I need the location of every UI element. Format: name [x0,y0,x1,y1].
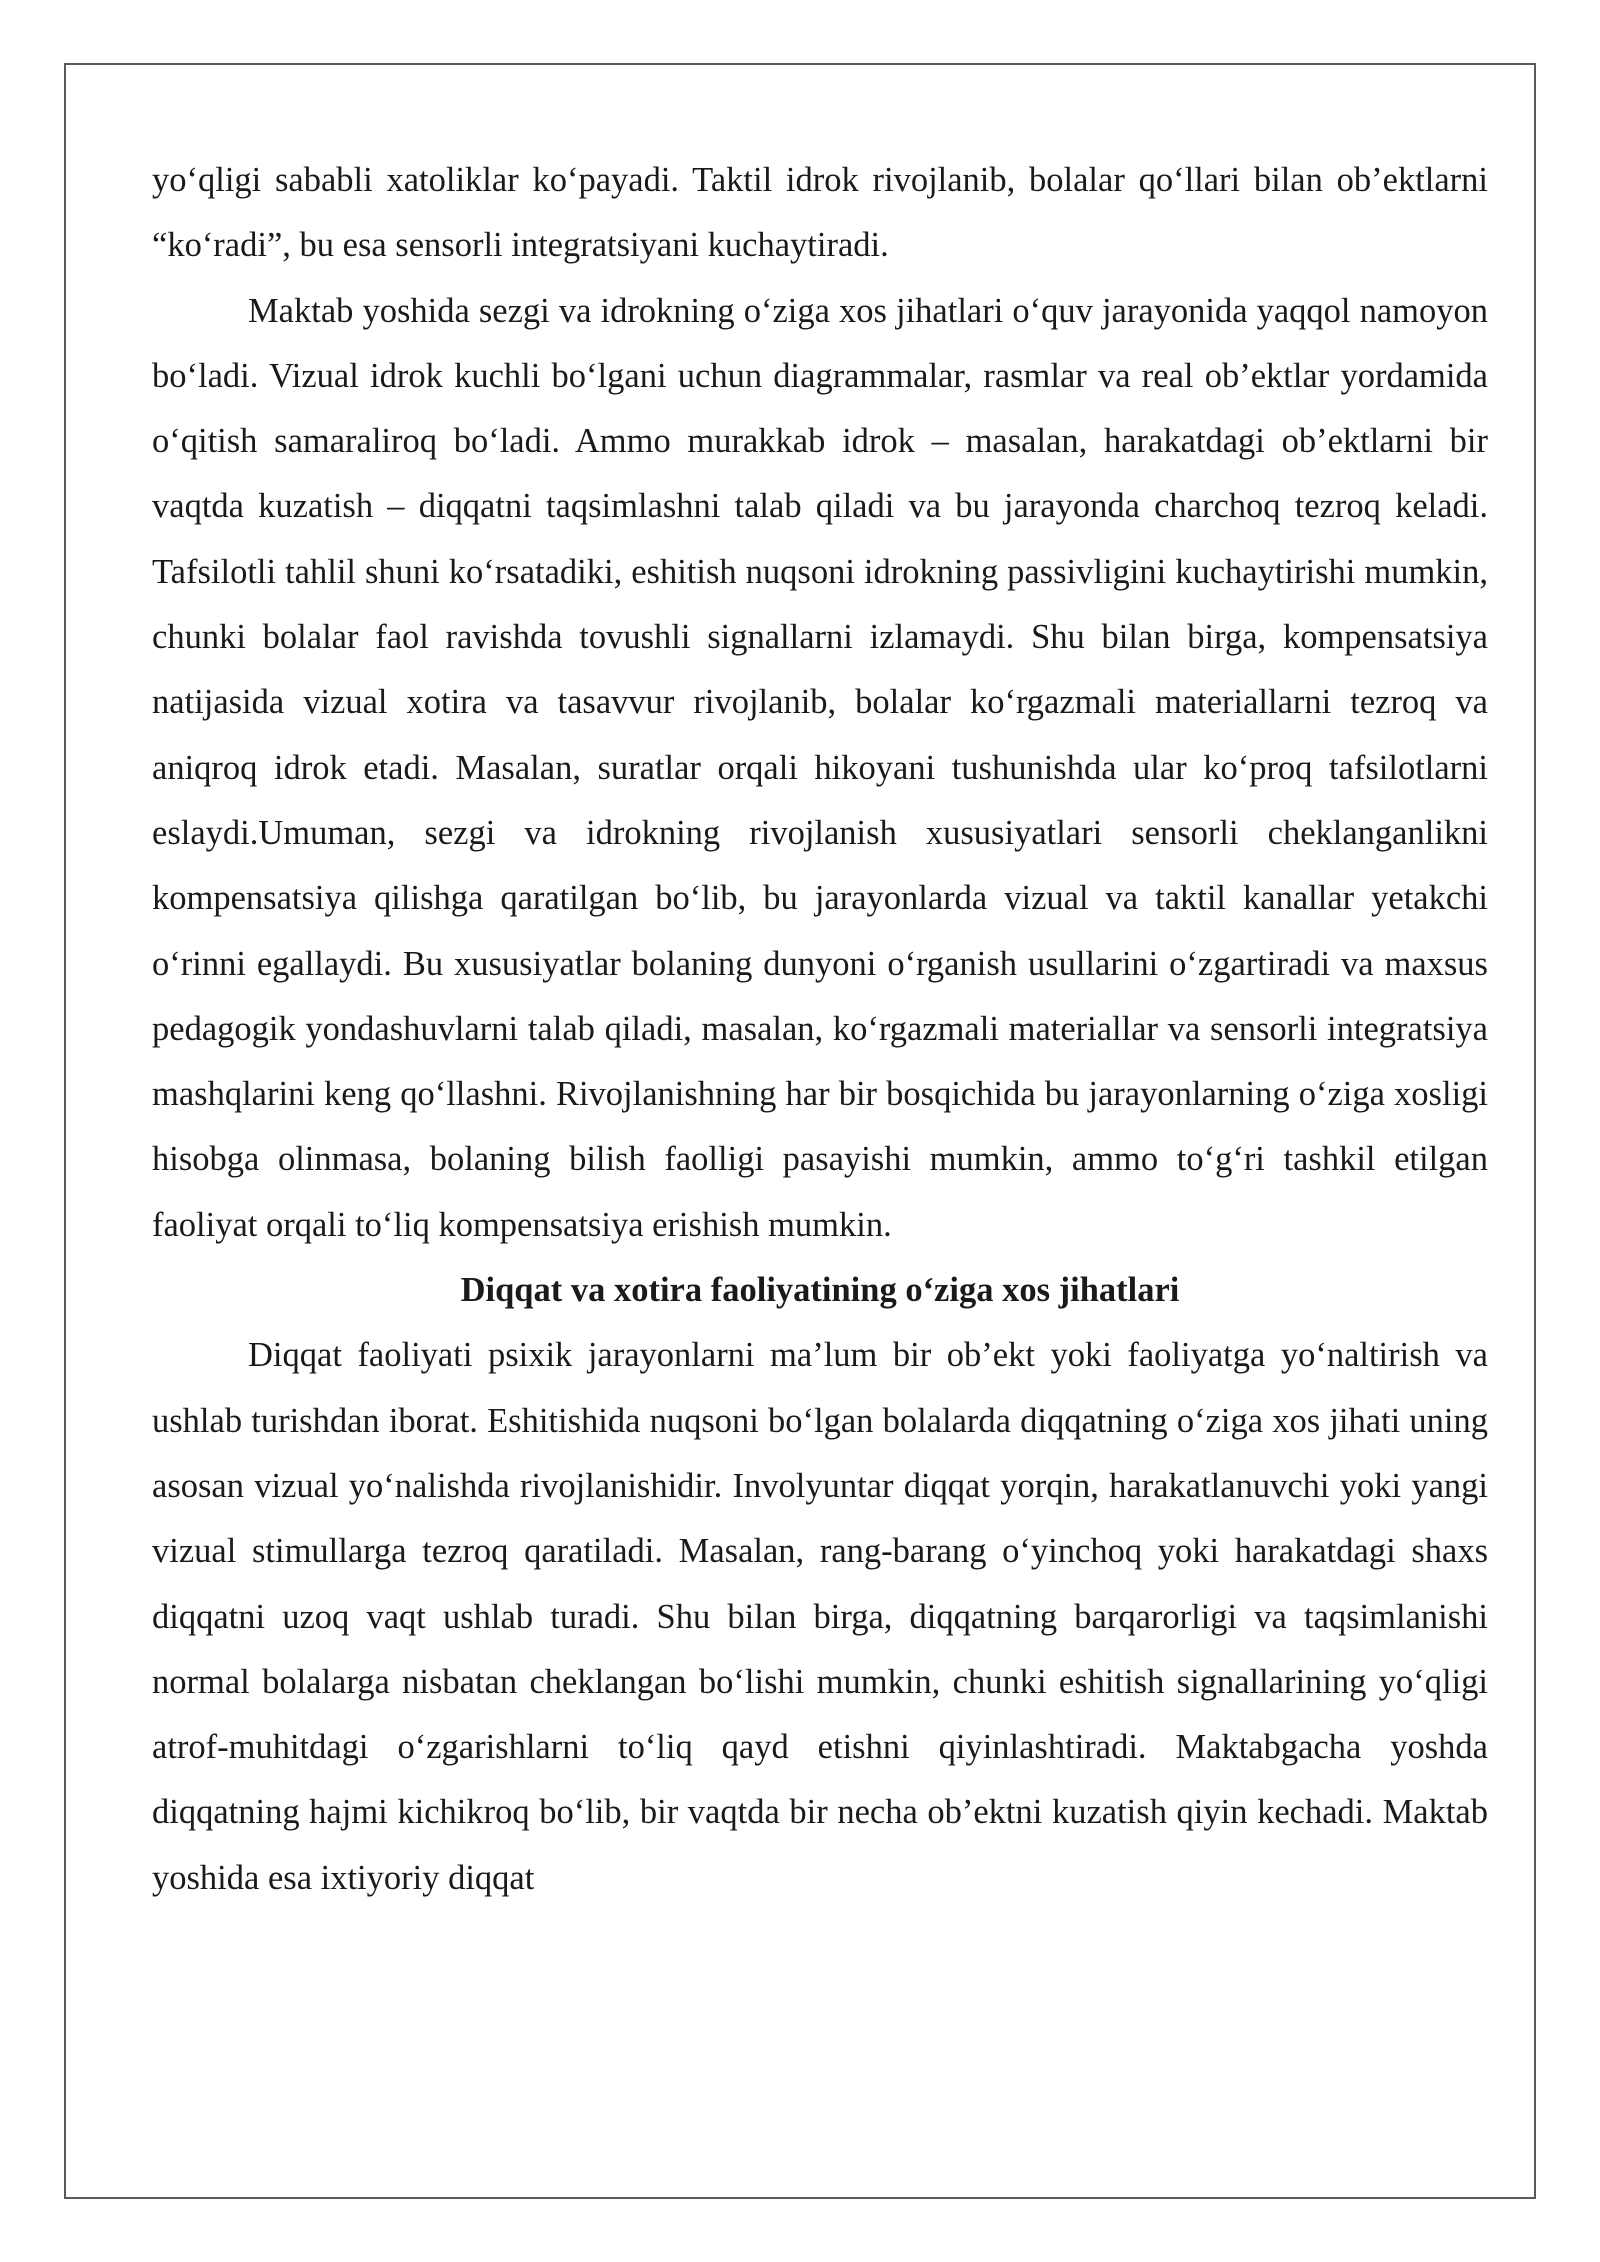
paragraph-perception-school-age: Maktab yoshida sezgi va idrokning o‘ziga xos jihatlari o‘quv jarayonida yaqqol namoyon bo‘ladi. Vizual idrok kuchli bo‘lgani uchun diagrammalar, rasmlar va real ob’ektlar yordamida o‘qitish samaraliroq bo‘ladi. Ammo murakkab idrok – masalan, harakatdagi ob’ektlarni bir vaqtda kuzatish – diqqatni taqsimlashni talab qiladi va bu jarayonda charchoq tezroq keladi. Tafsilotli tahlil shuni ko‘rsatadiki, eshitish nuqsoni idrokning passivligini kuchaytirishi mumkin, chunki bolalar faol ravishda tovushli signallarni izlamaydi. Shu bilan birga, kompensatsiya natijasida vizual xotira va tasavvur rivojlanib, bolalar ko‘rgazmali materiallarni tezroq va aniqroq idrok etadi. Masalan, suratlar orqali hikoyani tushunishda ular ko‘proq tafsilotlarni eslaydi.Umuman, sezgi va idrokning rivojlanish xususiyatlari sensorli cheklanganlikni kompensatsiya qilishga qaratilgan bo‘lib, bu jarayonlarda vizual va taktil kanallar yetakchi o‘rinni egallaydi. Bu xususiyatlar bolaning dunyoni o‘rganish usullarini o‘zgartiradi va maxsus pedagogik yondashuvlarni talab qiladi, masalan, ko‘rgazmali materiallar va sensorli integratsiya mashqlarini keng qo‘llashni. Rivojlanishning har bir bosqichida bu jarayonlarning o‘ziga xosligi hisobga olinmasa, bolaning bilish faolligi pasayishi mumkin, ammo to‘g‘ri tashkil etilgan faoliyat orqali to‘liq kompensatsiya erishish mumkin. [152,291,1488,1244]
section-heading: Diqqat va xotira faoliyatining o‘ziga xos jihatlari [460,1271,1180,1310]
paragraph-attention: Diqqat faoliyati psixik jarayonlarni ma’lum bir ob’ekt yoki faoliyatga yo‘naltirish va ushlab turishdan iborat. Eshitishida nuqsoni bo‘lgan bolalarda diqqatning o‘ziga xos jihati uning asosan vizual yo‘nalishda rivojlanishidir. Involyuntar diqqat yorqin, harakatlanuvchi yoki yangi vizual stimullarga tezroq qaratiladi. Masalan, rang-barang o‘yinchoq yoki harakatdagi shaxs diqqatni uzoq vaqt ushlab turadi. Shu bilan birga, diqqatning barqarorligi va taqsimlanishi normal bolalarga nisbatan cheklangan bo‘lishi mumkin, chunki eshitish signallarining yo‘qligi atrof-muhitdagi o‘zgarishlarni to‘liq qayd etishni qiyinlashtiradi. Maktabgacha yoshda diqqatning hajmi kichikroq bo‘lib, bir vaqtda bir necha ob’ektni kuzatish qiyin kechadi. Maktab yoshida esa ixtiyoriy diqqat [152,1336,1488,1897]
document-body [152,148,1488,1911]
paragraph-continuation: yo‘qligi sababli xatoliklar ko‘payadi. Taktil idrok rivojlanib, bolalar qo‘llari bilan ob’ektlarni “ko‘radi”, bu esa sensorli integratsiyani kuchaytiradi. [152,161,1488,265]
